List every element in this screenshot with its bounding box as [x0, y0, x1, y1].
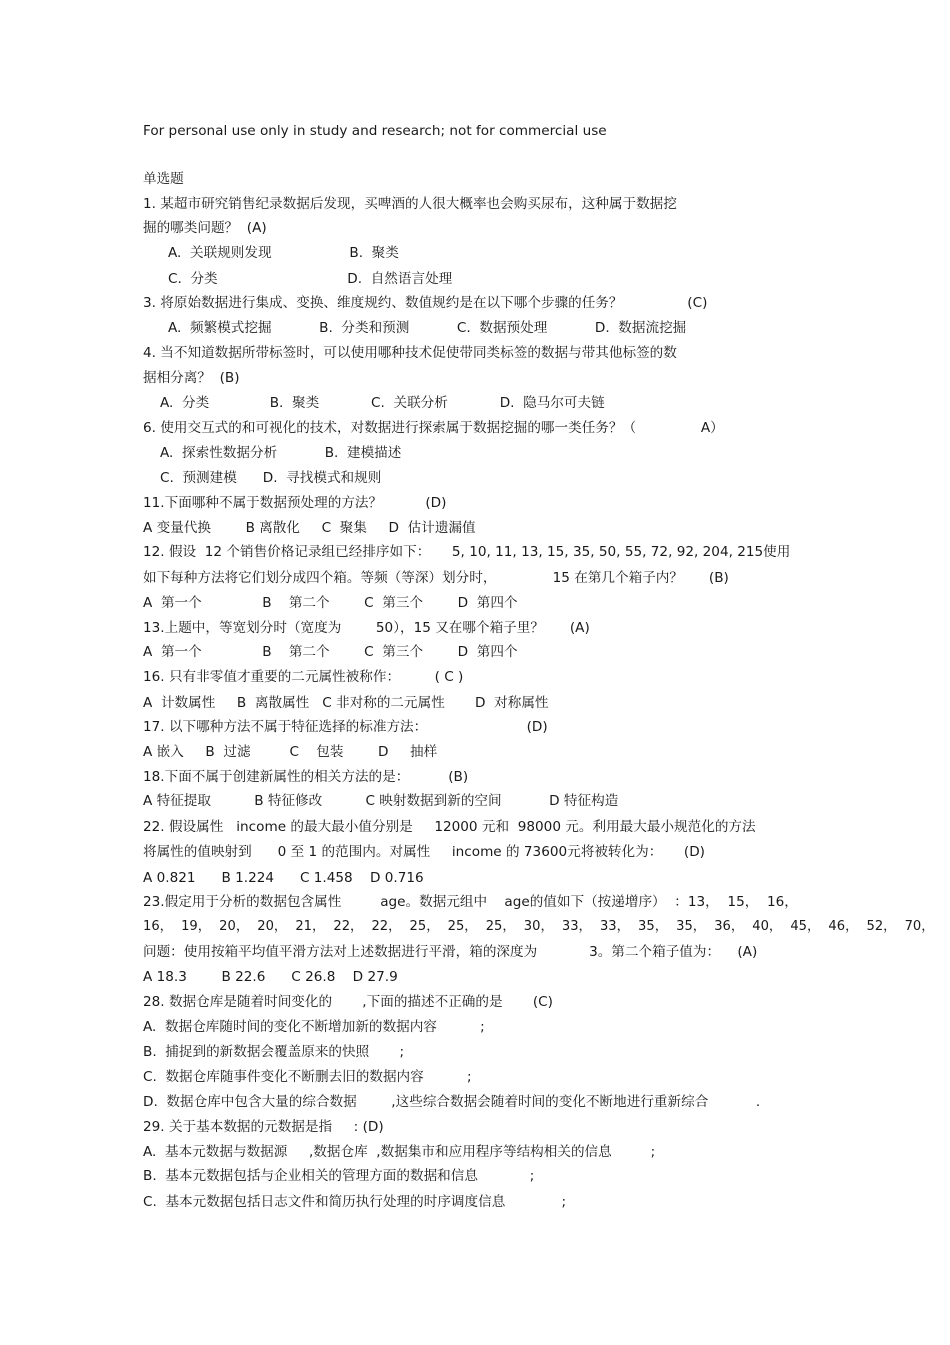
- question-line: 问题：使用按箱平均值平滑方法对上述数据进行平滑，箱的深度为 3。第二个箱子值为： (A): [143, 944, 758, 960]
- option-line: A. 数据仓库随时间的变化不断增加新的数据内容 ;: [143, 1019, 485, 1035]
- question-line: 4. 当不知道数据所带标签时，可以使用哪种技术促使带同类标签的数据与带其他标签的数: [143, 345, 677, 361]
- option-line: C. 数据仓库随事件变化不断删去旧的数据内容 ;: [143, 1069, 472, 1085]
- option-line: A. 分类 B. 聚类 C. 关联分析 D. 隐马尔可夫链: [160, 395, 605, 411]
- section-title: 单选题: [143, 171, 184, 187]
- option-line: B. 基本元数据包括与企业相关的管理方面的数据和信息 ;: [143, 1168, 535, 1184]
- option-line: A 18.3 B 22.6 C 26.8 D 27.9: [143, 969, 398, 985]
- option-line: D. 数据仓库中包含大量的综合数据 ,这些综合数据会随着时间的变化不断地进行重新综合 .: [143, 1094, 761, 1110]
- question-line: 17. 以下哪种方法不属于特征选择的标准方法： (D): [143, 719, 548, 735]
- option-line: A 第一个 B 第二个 C 第三个 D 第四个: [143, 595, 518, 611]
- option-line: A. 基本元数据与数据源 ,数据仓库 ,数据集市和应用程序等结构相关的信息 ;: [143, 1144, 656, 1160]
- option-line: A 第一个 B 第二个 C 第三个 D 第四个: [143, 644, 518, 660]
- question-line: 12. 假设 12 个销售价格记录组已经排序如下： 5, 10, 11, 13, 15, 35, 50, 55, 72, 92, 204, 215使用: [143, 544, 791, 560]
- question-line: 28. 数据仓库是随着时间变化的 ,下面的描述不正确的是 (C): [143, 994, 553, 1010]
- question-line: 据相分离？ (B): [143, 370, 240, 386]
- question-line: 3. 将原始数据进行集成、变换、维度规约、数值规约是在以下哪个步骤的任务？ (C): [143, 295, 708, 311]
- question-line: 18.下面不属于创建新属性的相关方法的是： (B): [143, 769, 469, 785]
- option-line: A 嵌入 B 过滤 C 包装 D 抽样: [143, 744, 438, 760]
- option-line: A 0.821 B 1.224 C 1.458 D 0.716: [143, 870, 424, 886]
- question-line: 13.上题中，等宽划分时（宽度为 50），15 又在哪个箱子里？ (A): [143, 620, 590, 636]
- question-line: 掘的哪类问题？ (A): [143, 220, 267, 236]
- question-line: 23.假定用于分析的数据包含属性 age。数据元组中 age的值如下（按递增序） ：13， 15， 16，: [143, 894, 798, 910]
- header-note: For personal use only in study and research; not for commercial use: [143, 123, 607, 139]
- question-line: 11.下面哪种不属于数据预处理的方法？ (D): [143, 495, 447, 511]
- question-line: 16， 19， 20， 20， 21， 22， 22， 25， 25， 25， 30， 33， 33， 35， 35， 36， 40， 45， 46， 52， 70，: [143, 919, 935, 934]
- option-line: C. 预测建模 D. 寻找模式和规则: [160, 470, 382, 486]
- option-line: A. 频繁模式挖掘 B. 分类和预测 C. 数据预处理 D. 数据流挖掘: [168, 320, 687, 336]
- option-line: A 计数属性 B 离散属性 C 非对称的二元属性 D 对称属性: [143, 695, 549, 711]
- option-line: A. 探索性数据分析 B. 建模描述: [160, 445, 402, 461]
- option-line: A 特征提取 B 特征修改 C 映射数据到新的空间 D 特征构造: [143, 793, 619, 809]
- question-line: 16. 只有非零值才重要的二元属性被称作： ( C ): [143, 669, 464, 685]
- option-line: A 变量代换 B 离散化 C 聚集 D 估计遗漏值: [143, 520, 476, 536]
- question-line: 将属性的值映射到 0 至 1 的范围内。对属性 income 的 73600元将被转化为： (D): [143, 844, 705, 860]
- question-line: 1. 某超市研究销售纪录数据后发现，买啤酒的人很大概率也会购买尿布，这种属于数据挖: [143, 196, 677, 212]
- question-line: 如下每种方法将它们划分成四个箱。等频（等深）划分时， 15 在第几个箱子内？ (B): [143, 570, 729, 586]
- question-line: 6. 使用交互式的和可视化的技术，对数据进行探索属于数据挖掘的哪一类任务？（ A）: [143, 420, 724, 436]
- question-line: 29. 关于基本数据的元数据是指 : (D): [143, 1119, 384, 1135]
- option-line: A. 关联规则发现 B. 聚类: [168, 245, 399, 261]
- option-line: C. 基本元数据包括日志文件和简历执行处理的时序调度信息 ;: [143, 1194, 567, 1210]
- question-line: 22. 假设属性 income 的最大最小值分别是 12000 元和 98000 元。利用最大最小规范化的方法: [143, 819, 756, 835]
- option-line: C. 分类 D. 自然语言处理: [168, 271, 453, 287]
- option-line: B. 捕捉到的新数据会覆盖原来的快照 ;: [143, 1044, 405, 1060]
